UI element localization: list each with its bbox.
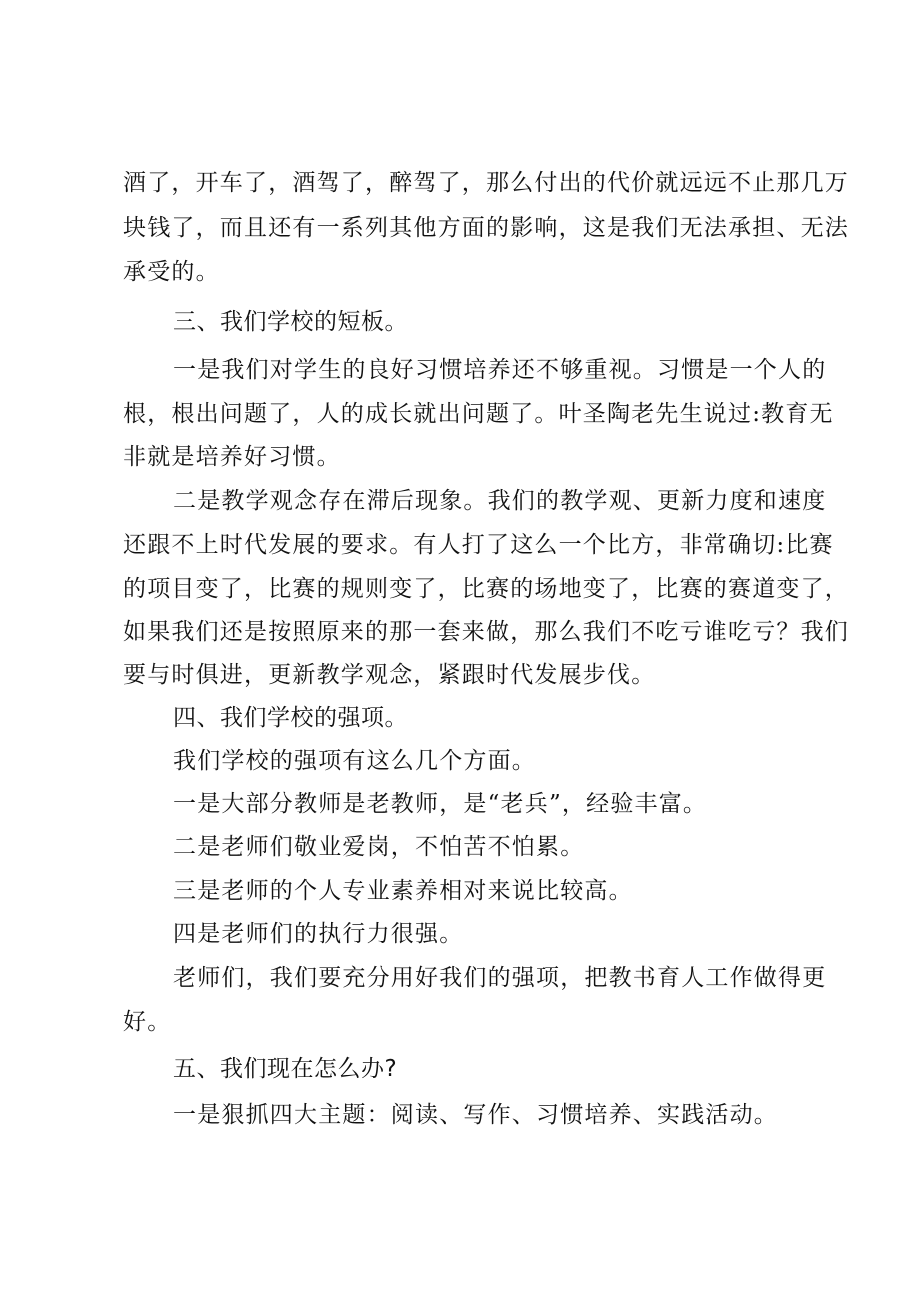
body-text-line: 酒了，开车了，酒驾了，醉驾了，那么付出的代价就远远不止那几万 — [123, 170, 849, 196]
body-text-line: 一是狠抓四大主题：阅读、写作、习惯培养、实践活动。 — [173, 1102, 778, 1128]
body-text-line: 好。 — [123, 1009, 172, 1035]
body-text-line: 四是老师们的执行力很强。 — [173, 921, 464, 947]
section-heading-strengths: 四、我们学校的强项。 — [173, 705, 408, 731]
body-text-line: 根，根出问题了，人的成长就出问题了。叶圣陶老先生说过:教育无 — [123, 401, 834, 427]
body-text-line: 块钱了，而且还有一系列其他方面的影响，这是我们无法承担、无法 — [123, 215, 849, 241]
body-text-line: 三是老师的个人专业素养相对来说比较高。 — [173, 878, 633, 904]
body-text-line: 的项目变了，比赛的规则变了，比赛的场地变了，比赛的赛道变了， — [123, 576, 849, 602]
body-text-line: 一是我们对学生的良好习惯培养还不够重视。习惯是一个人的 — [173, 357, 827, 383]
body-text-line: 要与时俱进，更新教学观念，紧跟时代发展步伐。 — [123, 662, 656, 688]
section-heading-weaknesses: 三、我们学校的短板。 — [173, 309, 408, 335]
body-text-line: 二是老师们敬业爱岗，不怕苦不怕累。 — [173, 834, 585, 860]
body-text-line: 如果我们还是按照原来的那一套来做，那么我们不吃亏谁吃亏？我们 — [123, 619, 849, 645]
body-text-line: 一是大部分教师是老教师，是“老兵”，经验丰富。 — [173, 791, 708, 817]
body-text-line: 老师们，我们要充分用好我们的强项，把教书育人工作做得更 — [173, 965, 827, 991]
body-text-line: 非就是培养好习惯。 — [123, 444, 341, 470]
body-text-line: 承受的。 — [123, 259, 220, 285]
body-text-line: 还跟不上时代发展的要求。有人打了这么一个比方，非常确切:比赛 — [123, 532, 834, 558]
body-text-line: 二是教学观念存在滞后现象。我们的教学观、更新力度和速度 — [173, 488, 827, 514]
section-heading-what-now: 五、我们现在怎么办? — [173, 1056, 398, 1082]
body-text-line: 我们学校的强项有这么几个方面。 — [173, 748, 536, 774]
